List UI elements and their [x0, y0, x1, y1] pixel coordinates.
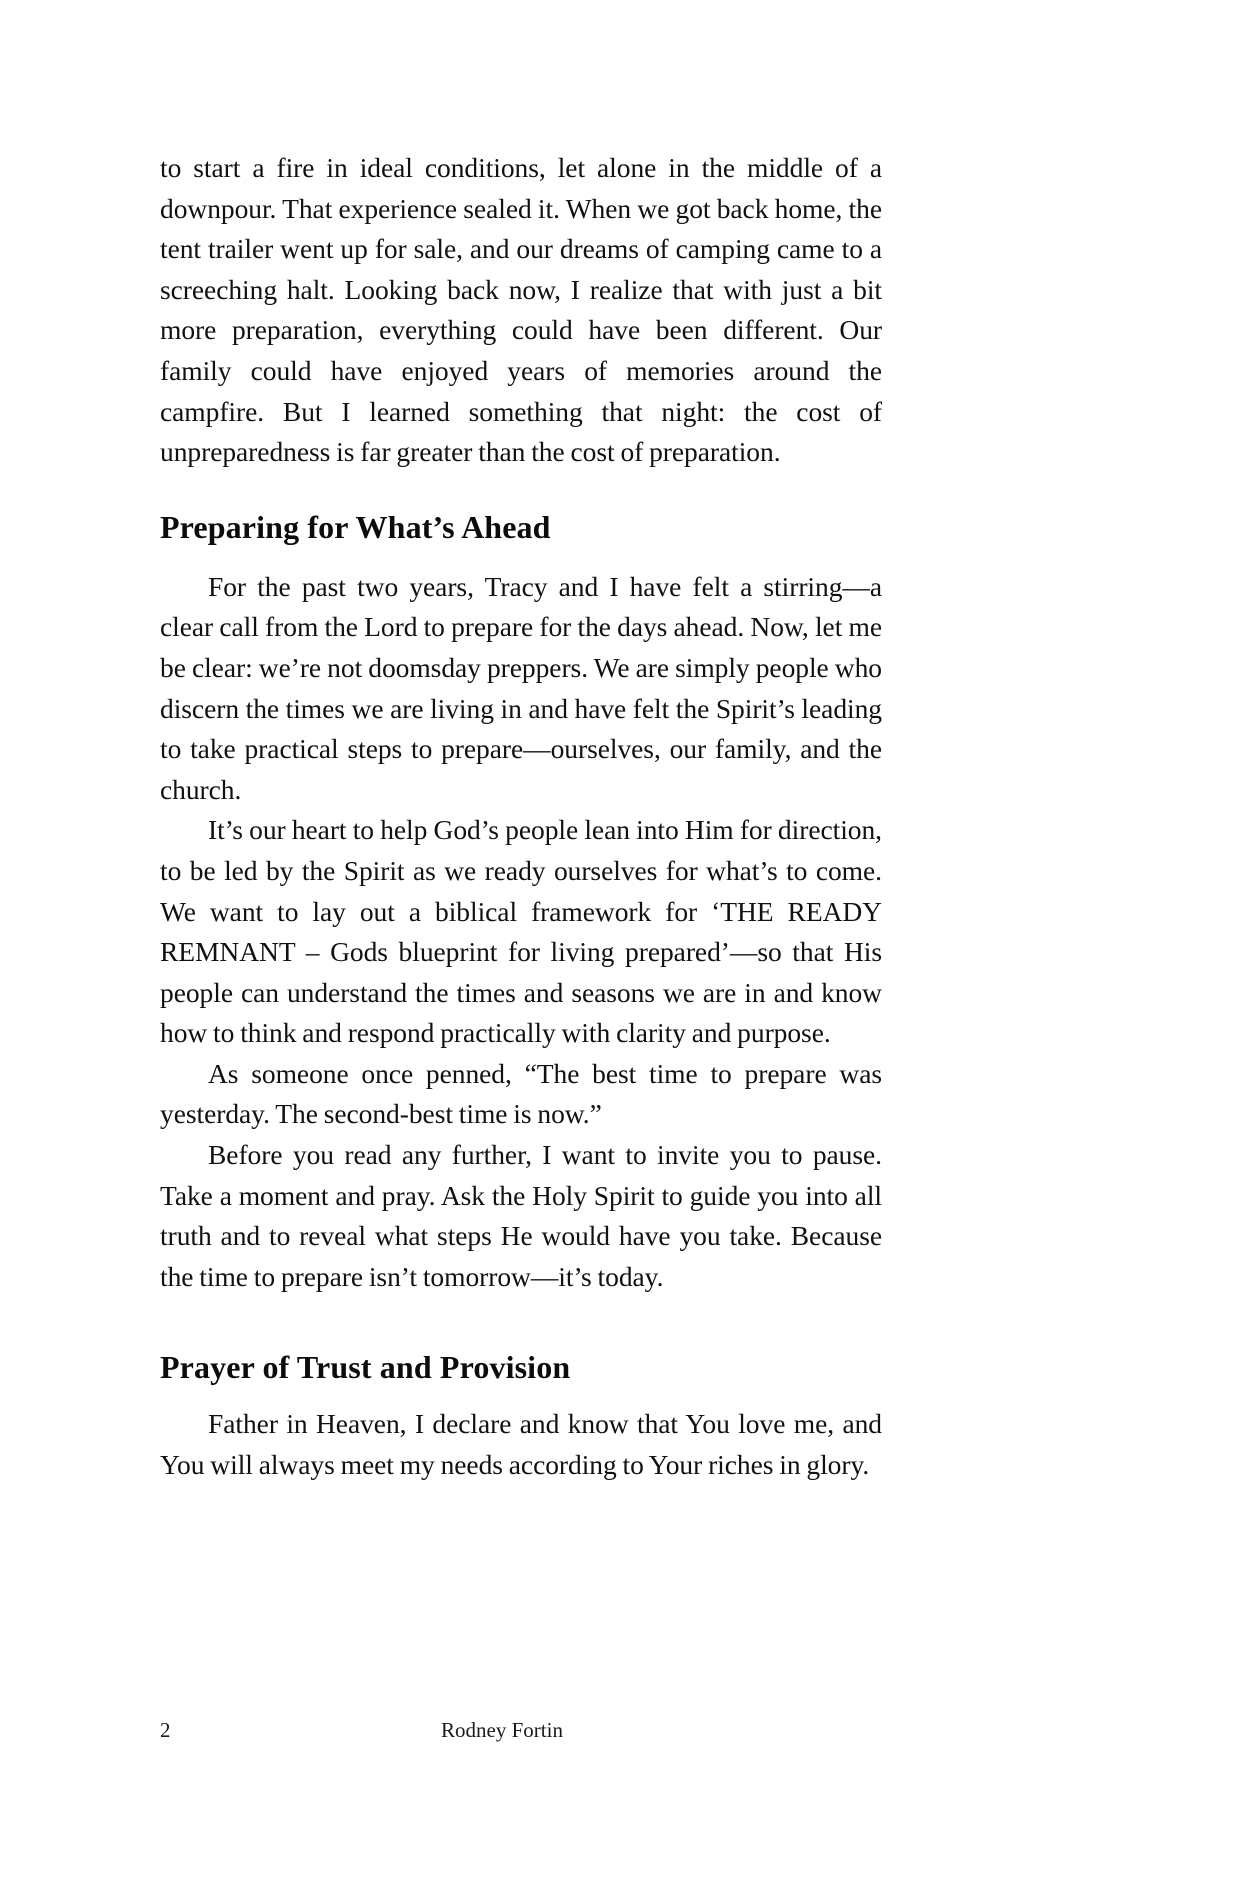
paragraph-continued: to start a fire in ideal conditions, let alone in the middle of a downpour. That experience sealed it. When we got back home, the tent trailer went up for sale, and our dreams of camping came to a screeching halt. Looking back now, I realize that with just a bit more preparation, everything could have been different. Our family could have enjoyed years of memories around the campfire. But I learned something that night: the cost of unpreparedness is far greater than the cost of preparation. — [160, 152, 882, 468]
page-text-block — [160, 148, 882, 1486]
section-heading-preparing-for-whats-ahead: Preparing for What’s Ahead — [160, 508, 551, 545]
section-heading-prayer-of-trust-and-provision: Prayer of Trust and Provision — [160, 1349, 571, 1386]
page-number: 2 — [160, 1718, 171, 1742]
paragraph-2: It’s our heart to help God’s people lean into Him for direction, to be led by the Spirit as we ready ourselves for what’s to come. We want to lay out a biblical framework for ‘THE READY REMNANT – Gods blueprint for living prepared’—so that His people can understand the times and seasons we are in and know how to think and respond practically with clarity and purpose. — [160, 814, 882, 1049]
page-footer — [160, 1718, 882, 1752]
spacer-after-heading-1 — [160, 547, 882, 567]
paragraph-4: Before you read any further, I want to invite you to pause. Take a moment and pray. Ask the Holy Spirit to guide you into all truth and to reveal what steps He would have you take. Because the time to prepare isn’t tomorrow—it’s today. — [160, 1139, 882, 1292]
running-footer-author: Rodney Fortin — [441, 1718, 563, 1742]
spacer-after-heading-2 — [160, 1387, 882, 1404]
footer-inner — [160, 1718, 882, 1752]
spacer-before-heading-1 — [160, 473, 882, 507]
paragraph-5: Father in Heaven, I declare and know that You love me, and You will always meet my needs according to Your riches in glory. — [160, 1408, 882, 1481]
spacer-before-heading-2 — [160, 1297, 882, 1347]
paragraph-3: As someone once penned, “The best time to prepare was yesterday. The second-best time is now.” — [160, 1057, 882, 1130]
paragraph-1: For the past two years, Tracy and I have felt a stirring—a clear call from the Lord to prepare for the days ahead. Now, let me be clear: we’re not doomsday preppers. We are simply people who discern the times we are living in and have felt the Spirit’s leading to take practical steps to prepare—ourselves, our family, and the church. — [160, 570, 882, 805]
